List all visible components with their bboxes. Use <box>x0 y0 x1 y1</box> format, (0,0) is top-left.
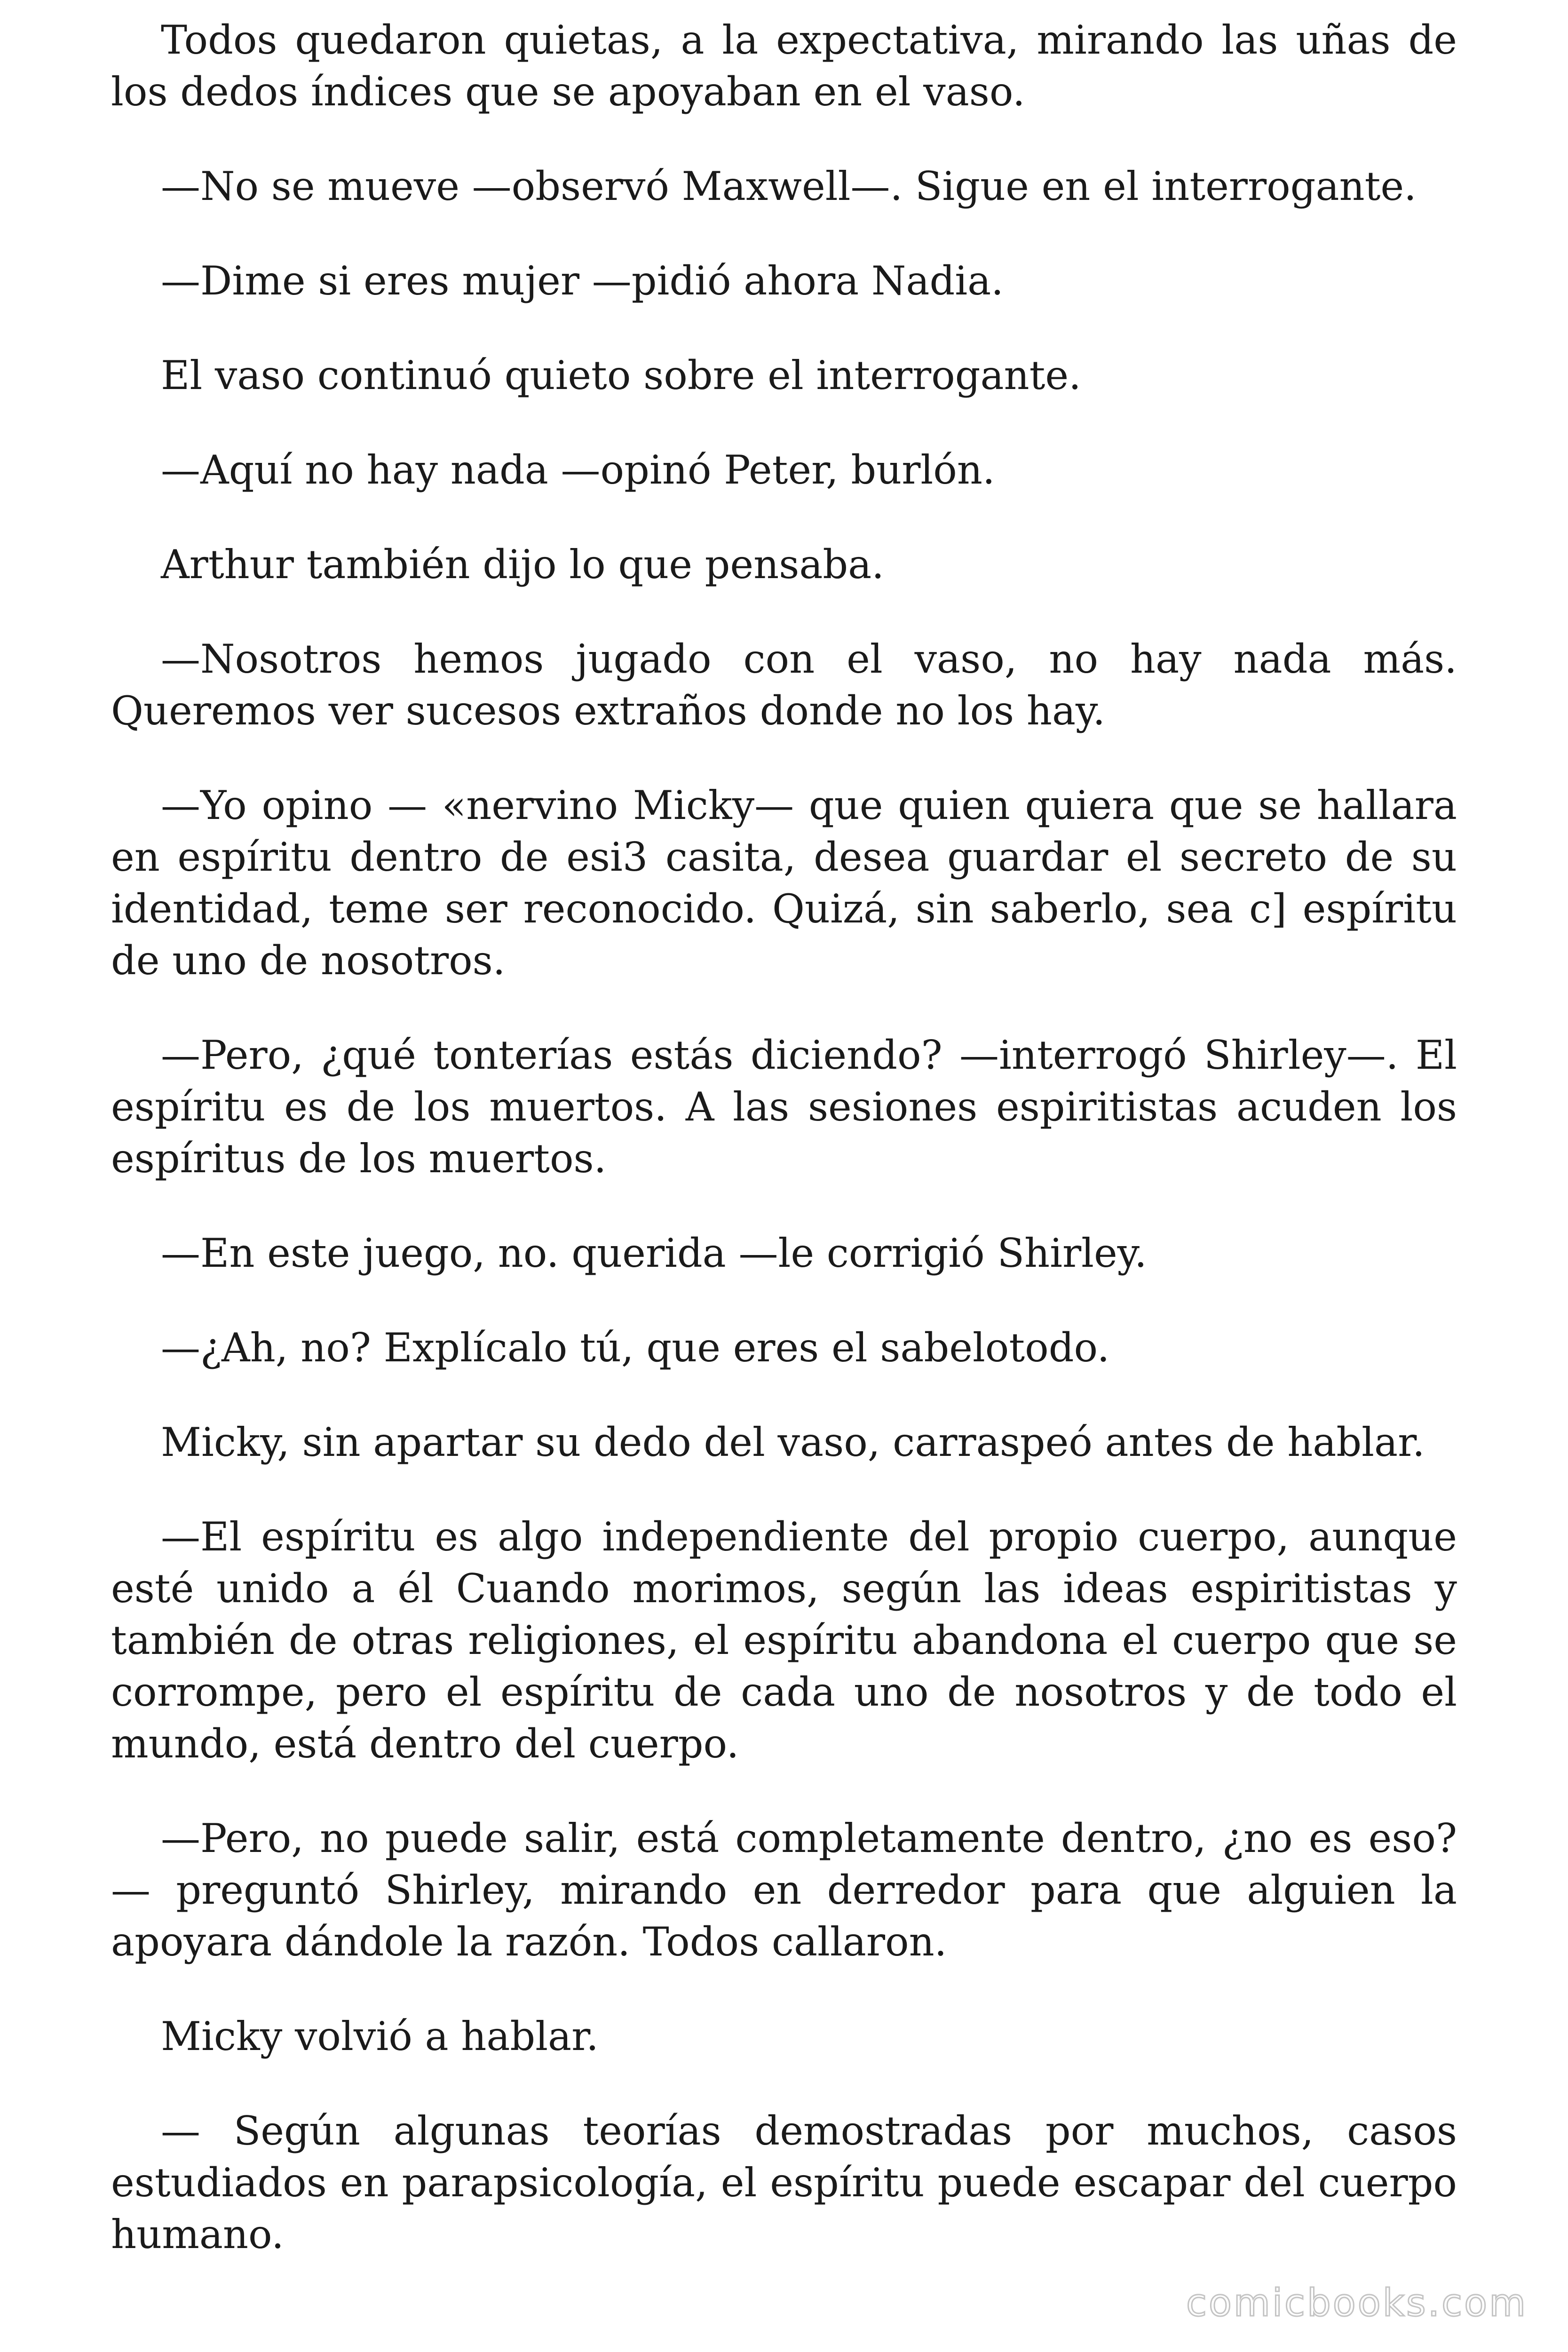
paragraph: Micky volvió a hablar. <box>161 2013 599 2059</box>
paragraph: —El espíritu es algo independiente del propio cuerpo, aunque esté unido a él Cuando morimos, según las ideas espiritistas y también de otras religiones, el espíritu abandona el cuerpo que se corrompe, pero el espíritu de cada uno de nosotros y de todo el mundo, está dentro del cuerpo. <box>111 1514 1457 1767</box>
paragraph: —Dime si eres mujer —pidió ahora Nadia. <box>161 258 1004 304</box>
paragraph: —Pero, no puede salir, está completamente dentro, ¿no es eso? — preguntó Shirley, mirando en derredor para que alguien la apoyara dándole la razón. Todos callaron. <box>111 1815 1457 1965</box>
paragraph: —En este juego, no. querida —le corrigió Shirley. <box>161 1230 1147 1276</box>
paragraph: —No se mueve —observó Maxwell—. Sigue en el interrogante. <box>161 163 1417 209</box>
watermark: comicbooks.com <box>1186 2281 1528 2325</box>
paragraph: — Según algunas teorías demostradas por muchos, casos estudiados en parapsicología, el espíritu puede escapar del cuerpo humano. <box>111 2108 1457 2257</box>
paragraph: Micky, sin apartar su dedo del vaso, carraspeó antes de hablar. <box>161 1419 1425 1465</box>
paragraph: —Nosotros hemos jugado con el vaso, no hay nada más. Queremos ver sucesos extraños donde no los hay. <box>111 636 1457 734</box>
paragraph: Arthur también dijo lo que pensaba. <box>161 541 884 588</box>
paragraph: Todos quedaron quietas, a la expectativa, mirando las uñas de los dedos índices que se apoyaban en el vaso. <box>111 17 1457 115</box>
paragraph: —Pero, ¿qué tonterías estás diciendo? —interrogó Shirley—. El espíritu es de los muertos. A las sesiones espiritistas acuden los espíritus de los muertos. <box>111 1032 1457 1182</box>
body-text <box>111 14 1457 2260</box>
paragraph: —Aquí no hay nada —opinó Peter, burlón. <box>161 447 995 493</box>
paragraph: —Yo opino — «nervino Micky— que quien quiera que se hallara en espíritu dentro de esi3 casita, desea guardar el secreto de su identidad, teme ser reconocido. Quizá, sin saberlo, sea c] espíritu de uno de nosotros. <box>111 782 1457 984</box>
paragraph: —¿Ah, no? Explícalo tú, que eres el sabelotodo. <box>161 1325 1110 1371</box>
paragraph: El vaso continuó quieto sobre el interrogante. <box>161 352 1081 398</box>
